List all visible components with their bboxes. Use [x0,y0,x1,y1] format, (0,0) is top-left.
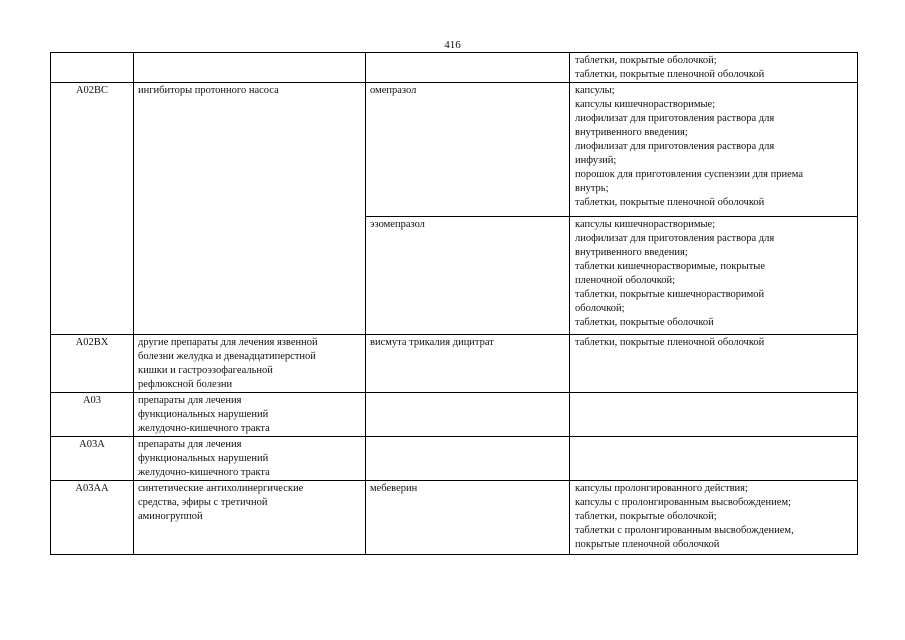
dosage-form-line: таблетки, покрытые оболочкой [575,317,714,328]
dosage-form-line: таблетки, покрытые пленочной оболочкой [575,69,765,80]
dosage-form-line: лиофилизат для приготовления раствора для [575,141,775,152]
dosage-form-line: покрытые пленочной оболочкой [575,539,720,550]
table-row [51,437,858,481]
group-name-line: другие препараты для лечения язвенной [138,337,318,348]
atc-code-cell: A02BC [51,83,134,335]
dosage-forms-cell [570,83,858,217]
group-name-line: кишки и гастроэзофагеальной [138,365,273,376]
group-name-line: препараты для лечения [138,395,242,406]
dosage-form-line: капсулы; [575,85,615,96]
table-row [51,83,858,217]
group-name-line: функциональных нарушений [138,409,269,420]
drug-name-cell [366,53,570,83]
dosage-form-line: таблетки, покрытые кишечнорастворимой [575,289,765,300]
dosage-form-line: внутривенного введения; [575,247,688,258]
drug-name-cell: мебеверин [366,481,570,555]
group-name-line: болезни желудка и двенадцатиперстной [138,351,316,362]
dosage-form-line: оболочкой; [575,303,625,314]
drug-list-table [50,52,858,555]
dosage-forms-cell [570,53,858,83]
dosage-form-line: внутривенного введения; [575,127,688,138]
table-row [51,481,858,555]
dosage-form-line: капсулы кишечнорастворимые; [575,219,716,230]
dosage-form-line: внутрь; [575,183,609,194]
dosage-forms-cell [570,393,858,437]
dosage-form-line: капсулы кишечнорастворимые; [575,99,716,110]
atc-code-cell [51,53,134,83]
dosage-form-line: таблетки, покрытые оболочкой; [575,55,717,66]
group-name-line: ингибиторы протонного насоса [138,85,279,96]
group-name-line: препараты для лечения [138,439,242,450]
dosage-forms-cell [570,481,858,555]
table-row [51,393,858,437]
dosage-forms-cell [570,217,858,335]
group-name-cell [134,335,366,393]
drug-name-cell [366,437,570,481]
group-name-line: рефлюксной болезни [138,379,233,390]
dosage-form-line: капсулы с пролонгированным высвобождением; [575,497,792,508]
group-name-line: функциональных нарушений [138,453,269,464]
drug-name-cell: эзомепразол [366,217,570,335]
drug-name-cell: омепразол [366,83,570,217]
atc-code-cell: A03A [51,437,134,481]
dosage-form-line: инфузий; [575,155,617,166]
dosage-forms-cell [570,335,858,393]
group-name-cell [134,83,366,335]
dosage-forms-cell [570,437,858,481]
group-name-cell [134,393,366,437]
dosage-form-line: порошок для приготовления суспензии для приема [575,169,803,180]
group-name-line: синтетические антихолинергические [138,483,304,494]
dosage-form-line: пленочной оболочкой; [575,275,676,286]
dosage-form-line: таблетки, покрытые пленочной оболочкой [575,337,765,348]
drug-name-cell: висмута трикалия дицитрат [366,335,570,393]
atc-code-cell: A03AA [51,481,134,555]
dosage-form-line: таблетки с пролонгированным высвобождением, [575,525,794,536]
dosage-form-line: таблетки кишечнорастворимые, покрытые [575,261,765,272]
group-name-cell [134,481,366,555]
table-row [51,53,858,83]
group-name-line: средства, эфиры с третичной [138,497,268,508]
group-name-line: аминогруппой [138,511,203,522]
group-name-line: желудочно-кишечного тракта [138,467,270,478]
table-row [51,335,858,393]
group-name-cell [134,437,366,481]
dosage-form-line: капсулы пролонгированного действия; [575,483,748,494]
dosage-form-line: таблетки, покрытые оболочкой; [575,511,717,522]
dosage-form-line: таблетки, покрытые пленочной оболочкой [575,197,765,208]
group-name-line: желудочно-кишечного тракта [138,423,270,434]
atc-code-cell: A02BX [51,335,134,393]
group-name-cell [134,53,366,83]
page-number: 416 [444,39,461,51]
dosage-form-line: лиофилизат для приготовления раствора для [575,233,775,244]
drug-name-cell [366,393,570,437]
atc-code-cell: A03 [51,393,134,437]
dosage-form-line: лиофилизат для приготовления раствора для [575,113,775,124]
